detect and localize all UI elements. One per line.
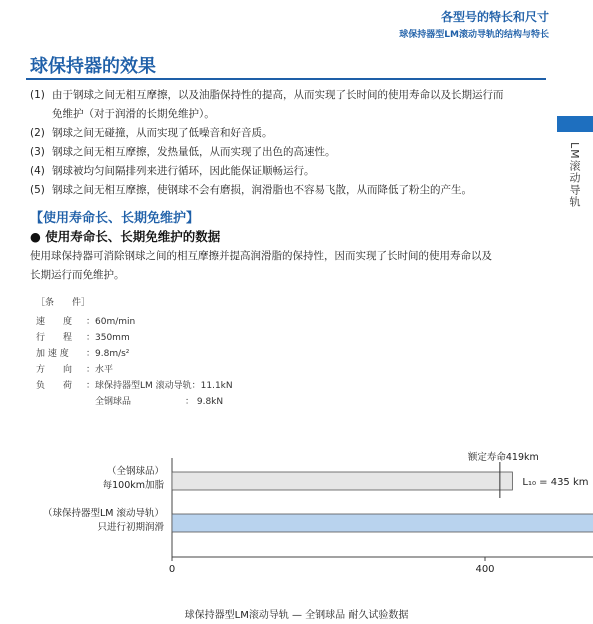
bar-value-label: L₁₀ = 435 km (522, 477, 589, 488)
side-tab-marker (557, 116, 593, 132)
condition-value: ：水平 (86, 365, 114, 375)
condition-row (36, 314, 135, 327)
conditions-header: ［条 件］ (36, 298, 91, 308)
effect-number: (2) (30, 127, 45, 139)
effect-item (30, 143, 550, 162)
category-label: （全钢球品） (106, 466, 164, 477)
effect-number: (4) (30, 165, 45, 177)
x-tick-label: 0 (168, 564, 176, 575)
condition-row (36, 378, 233, 391)
durability-chart (0, 440, 593, 605)
section-title: 球保持器的效果 (30, 56, 156, 77)
condition-value: 全钢球品 ： 9.8kN (86, 397, 224, 407)
condition-value: ：9.8m/s² (86, 349, 130, 359)
bar (172, 514, 593, 532)
condition-row (36, 330, 130, 343)
condition-key: 负 荷 (36, 381, 73, 391)
effect-item (30, 162, 550, 181)
rated-life-label: 额定寿命419km (467, 452, 539, 463)
subsection-title: 【使用寿命长、长期免维护】 (30, 211, 200, 226)
side-tab-label: LM滚动导轨 (568, 142, 581, 208)
condition-key: 行 程 (36, 333, 73, 343)
effect-text: 钢球之间无相互摩擦，使钢球不会有磨损，润滑脂也不容易飞散，从而降低了粉尘的产生。 (52, 184, 472, 196)
effect-item (30, 86, 550, 105)
effect-text: 钢球之间无碰撞，从而实现了低噪音和好音质。 (52, 127, 273, 139)
condition-value: ：60m/min (86, 317, 136, 327)
x-tick-label: 400 (475, 564, 495, 575)
effect-number: (1) (30, 89, 45, 101)
effect-text: 由于钢球之间无相互摩擦，以及油脂保持性的提高，从而实现了长时间的使用寿命以及长期运行而 (52, 89, 504, 101)
condition-key: 速 度 (36, 317, 73, 327)
header-subtitle: 球保持器型LM滚动导轨的结构与特长 (399, 30, 549, 40)
condition-key: 方 向 (36, 365, 73, 375)
condition-row (36, 362, 113, 375)
effects-list (30, 86, 550, 200)
condition-value: ：350mm (86, 333, 130, 343)
condition-row (36, 394, 223, 407)
data-block-title: ● 使用寿命长、长期免维护的数据 (30, 229, 221, 244)
effect-text: 钢球之间无相互摩擦，发热量低，从而实现了出色的高速性。 (52, 146, 336, 158)
effect-item (30, 181, 550, 200)
header-title: 各型号的特长和尺寸 (440, 10, 549, 24)
category-label: （球保持器型LM 滚动导轨） (42, 508, 164, 519)
category-label: 只进行初期润滑 (97, 522, 164, 533)
condition-value: ：球保持器型LM 滚动导轨：11.1kN (86, 381, 233, 391)
paragraph-line: 长期运行而免维护。 (30, 269, 125, 281)
bar (172, 472, 512, 490)
effect-item (30, 124, 550, 143)
effect-text: 钢球被均匀间隔排列来进行循环，因此能保证顺畅运行。 (52, 165, 315, 177)
data-block-paragraph (30, 247, 552, 285)
condition-row (36, 346, 129, 359)
condition-key: 加 速 度 (36, 349, 69, 359)
category-label: 每100km加脂 (102, 480, 164, 491)
paragraph-line: 使用球保持器可消除钢球之间的相互摩擦并提高润滑脂的保持性，因而实现了长时间的使用寿命以及 (30, 250, 492, 262)
section-divider (26, 78, 546, 80)
effect-item-continued: 免维护（对于润滑的长期免维护）。 (52, 108, 215, 120)
effect-number: (3) (30, 146, 45, 158)
effect-number: (5) (30, 184, 45, 196)
figure-caption: 球保持器型LM滚动导轨 — 全钢球品 耐久试验数据 (184, 610, 409, 621)
